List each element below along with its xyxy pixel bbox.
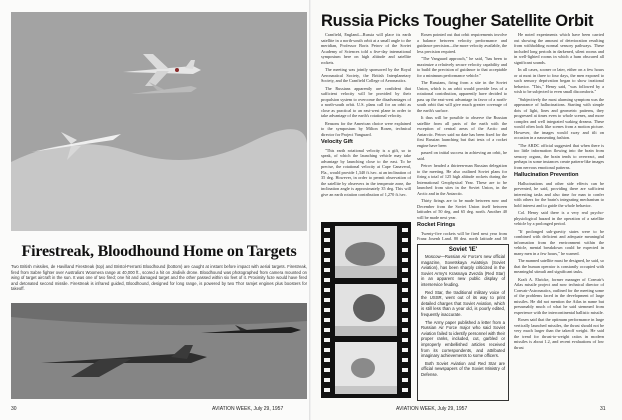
right-page-number: 31 xyxy=(600,406,606,412)
paragraph: "This earth rotational velocity is a gift, so to speak, of which the launching vehicle may take advantage by launching close to the east. To be precise, the rotational velocity at Cape Canaveral, Fla., would provide 1,340 ft./sec. at an inclination of 35 deg. However, in order to permit observation of the satellite by observers in the temperate zone, the inclination angle is approximately 35 deg. This will give an earth rotation contribution of 1,270 ft./sec. xyxy=(321,147,411,197)
subheading-velocity-gift: Velocity Gift xyxy=(321,139,353,145)
paragraph: "If prolonged sub-gravity states were to be combined with deficient and adequate meaningful information from the environment within the vehicle, mental breakdown could be expected in many men in a few hours," he warned. xyxy=(514,228,604,256)
article-column-1 xyxy=(321,32,411,217)
article-column-3 xyxy=(514,32,604,404)
subheading-hallucination-prevention: Hallucination Prevention xyxy=(514,172,579,178)
paragraph: In all cases, sooner or later, either on a few hours or at most in three to four days, the men exposed to such sensory deprivation began to show irrational behavior. "This," Henry said, "was followed by a wish to be subjected to even small discomforts." xyxy=(514,67,604,94)
paragraph: Kraft A. Ehricke, former manager of Convair's Atlas missile project and now technical director of Convair-Astronautics, outlined for the meeting some of the problems faced in the development of large missiles. He did not mention the Atlas in name but presumably much of what he said stemmed from experience with the intercontinental ballistic missile. xyxy=(514,276,604,315)
paragraph: "Subjectively the most alarming symptom was the appearance of hallucinations. Starting with simple dots of light, lines and geometric patterns, they progressed at times even to whole scenes, and more complex and well integrated waking dreams. These would often look like scenes from a motion picture. However, the images would sway and tilt on occasion in a nauseating fashion. xyxy=(514,96,604,140)
target-aircraft-image xyxy=(11,303,307,399)
paragraph: Hallucinations and other side effects can be prevented, he said, providing there are sufficient interesting tasks and also time for man to confer with others for the brain's integrating mechanism to hold interest and to guide the whole behavior. xyxy=(514,180,604,208)
film-frame xyxy=(335,226,397,278)
paragraph: The Russians, firing from a site in the Soviet Union, which is an orbit would provide less of a rotational contribution, apparently have decided to pass up the east-west advantage in favor of a north-south orbit that will give much greater coverage of the earth's surface. xyxy=(417,80,507,113)
paragraph: The meeting was jointly sponsored by the Royal Aeronautical Society, the British Interplanetary Society, and the Cranfield College of Aeronautics. xyxy=(321,67,411,83)
paragraph: passed on initial success in achieving an orbit, he said. xyxy=(417,150,507,161)
left-footer: AVIATION WEEK, July 29, 1957 xyxy=(212,406,284,412)
paragraph: Cranfield, England—Russia will place its earth satellite in a north-south orbit at a small angle to the meridian, Professor Boris Petrov of the Soviet Academy of Sciences told a five-day international symposium here on high altitude and satellite rockets. xyxy=(321,32,411,65)
left-page-number: 30 xyxy=(11,406,17,412)
firestreak-photo xyxy=(11,12,307,231)
paragraph: Twenty-five rockets will be fired next year from Franz Joseph Land, 80 deg. north latitude and 50 xyxy=(417,230,507,240)
filmstrip-photo xyxy=(321,222,411,398)
paragraph: "The Vanguard approach," he said, "has been to maximize a relatively secure velocity capability and to build the precision of guidance to that acceptable for a minimum performance vehicle." xyxy=(417,56,507,78)
subheading-rocket-firings: Rocket Firings xyxy=(417,222,456,228)
right-footer: AVIATION WEEK, July 29, 1957 xyxy=(396,406,468,412)
paragraph: The Army paper published a letter from a Russian Air Force major who said Soviet Aviation failed to identify personnel with their proper ranks, included, cut, garbled or improperly embellished articles received from its correspondents, and attributed imaginary achievements to some officers. xyxy=(421,319,505,359)
paragraph: The manned satellite must be designed, he said, so that the human operator is constantly occupied with meaningful stimuli and significant tasks. xyxy=(514,258,604,274)
paragraph: It thus will be possible to observe the Russian satellite from all parts of the earth with the exception of central areas of the Arctic and Antarctic. Petrov said no date has been fixed for the first Russian launching but that tests of a rocket engine have been xyxy=(417,115,507,148)
right-headline: Russia Picks Tougher Satellite Orbit xyxy=(321,12,594,30)
paragraph: Thirty firings are to be made between now and December from the Soviet Union itself between latitudes of 50 deg. and 65 deg. north. Another 40 will be made next year. xyxy=(417,198,507,220)
paragraph: Rosen pointed out that orbit requirements involve a balance between velocity performance and guidance precision—the more velocity available, the less precision required. xyxy=(417,32,507,54)
paragraph: Petrov headed a thirteen-man Russian delegation to the meeting. He also outlined Soviet plans for firing a total of 125 high altitude rockets during the International Geophysical Year. These are to be launched from sites in the Soviet Union, in the Arctic and in the Antarctic. xyxy=(417,163,507,196)
film-frame xyxy=(335,342,397,394)
jet-image xyxy=(11,12,307,231)
left-caption: Two British missiles, de Havilland Firestreak (top) and Bristol-Ferranti Bloodhound (bottom) are caught at instant before impact with aerial targets. Firestreak, fired from Sabre fighter over Australia's Woomera range at 40,000 ft., scored a hit on Jindivik drone. Bloodhound was photographed from camera mounted on wing of target aircraft in the sun. It was one of two fired; one hit and damaged target and the other passed within six feet of it. Proximity fuze would have fired and detonated second missile. Firestreak is infrared guided, Bloodhound, designed for long range, is powered by two Thor ramjet engines plus boosters for takeoff. xyxy=(11,264,307,292)
sidebar-title: Soviet 'IE' xyxy=(448,247,478,253)
paragraph: Red Star, the traditional military voice of the USSR, went out of its way to print detailed charges that Soviet Aviation, which is still less than a year old, is poorly edited, frequently inaccurate. xyxy=(421,289,505,317)
sidebar-body xyxy=(418,254,508,377)
paragraph: Col. Henry said there is a very real psycho-physiological hazard in the operation of a satellite vehicle by a prolonged period. xyxy=(514,210,604,226)
article-column-2 xyxy=(417,32,507,240)
paragraph: Reasons for the American choice were explained to the symposium by Milton Rosen, technical director for Project Vanguard. xyxy=(321,120,411,137)
left-headline: Firestreak, Bloodhound Home on Targets xyxy=(21,243,297,260)
paragraph: He noted experiments which have been carried out showing the amount of deterioration resulting from withholding normal sensory pathways. These included long periods in darkened, silent rooms and in well-lighted rooms in which a hum obscured all significant sounds. xyxy=(514,32,604,65)
paragraph: "The ARDC official suggested that when there is too little information flowing into the brain from sensory organs, the brain tends to overreact, and perhaps in some instances create pattern-like images from nervous emotional patterns. xyxy=(514,142,604,170)
paragraph: Moscow—Russian Air Force's new official magazine, Sovetskaya Aviatsiya (Soviet Aviation), has been sharply criticized in the Soviet Army's Krasnaya Zvezda (Red Star) in an apparent new public display of interservice feuding. xyxy=(421,254,505,287)
film-frame xyxy=(335,284,397,336)
paragraph: Rosen said that the optimum performance in large vertically launched missiles, the thrust should not be very much larger than the takeoff weight. He said the trend for thrust-to-weight ratios in modern missiles is about 1.2, and recent evaluations of low thrust xyxy=(514,317,604,350)
paragraph: Both Soviet Aviation and Red Star are official newspapers of the Soviet Ministry of Defense. xyxy=(421,360,505,377)
bloodhound-photo xyxy=(11,303,307,399)
sidebar-box xyxy=(417,244,509,401)
paragraph: The Russians apparently are confident that sufficient velocity will be provided by their propulsion system to overcome the disadvantages of a north-south orbit. U.S. plans call for an orbit as close as practical to an east-west plane in order to take advantage of the earth's rotational velocity. xyxy=(321,85,411,118)
